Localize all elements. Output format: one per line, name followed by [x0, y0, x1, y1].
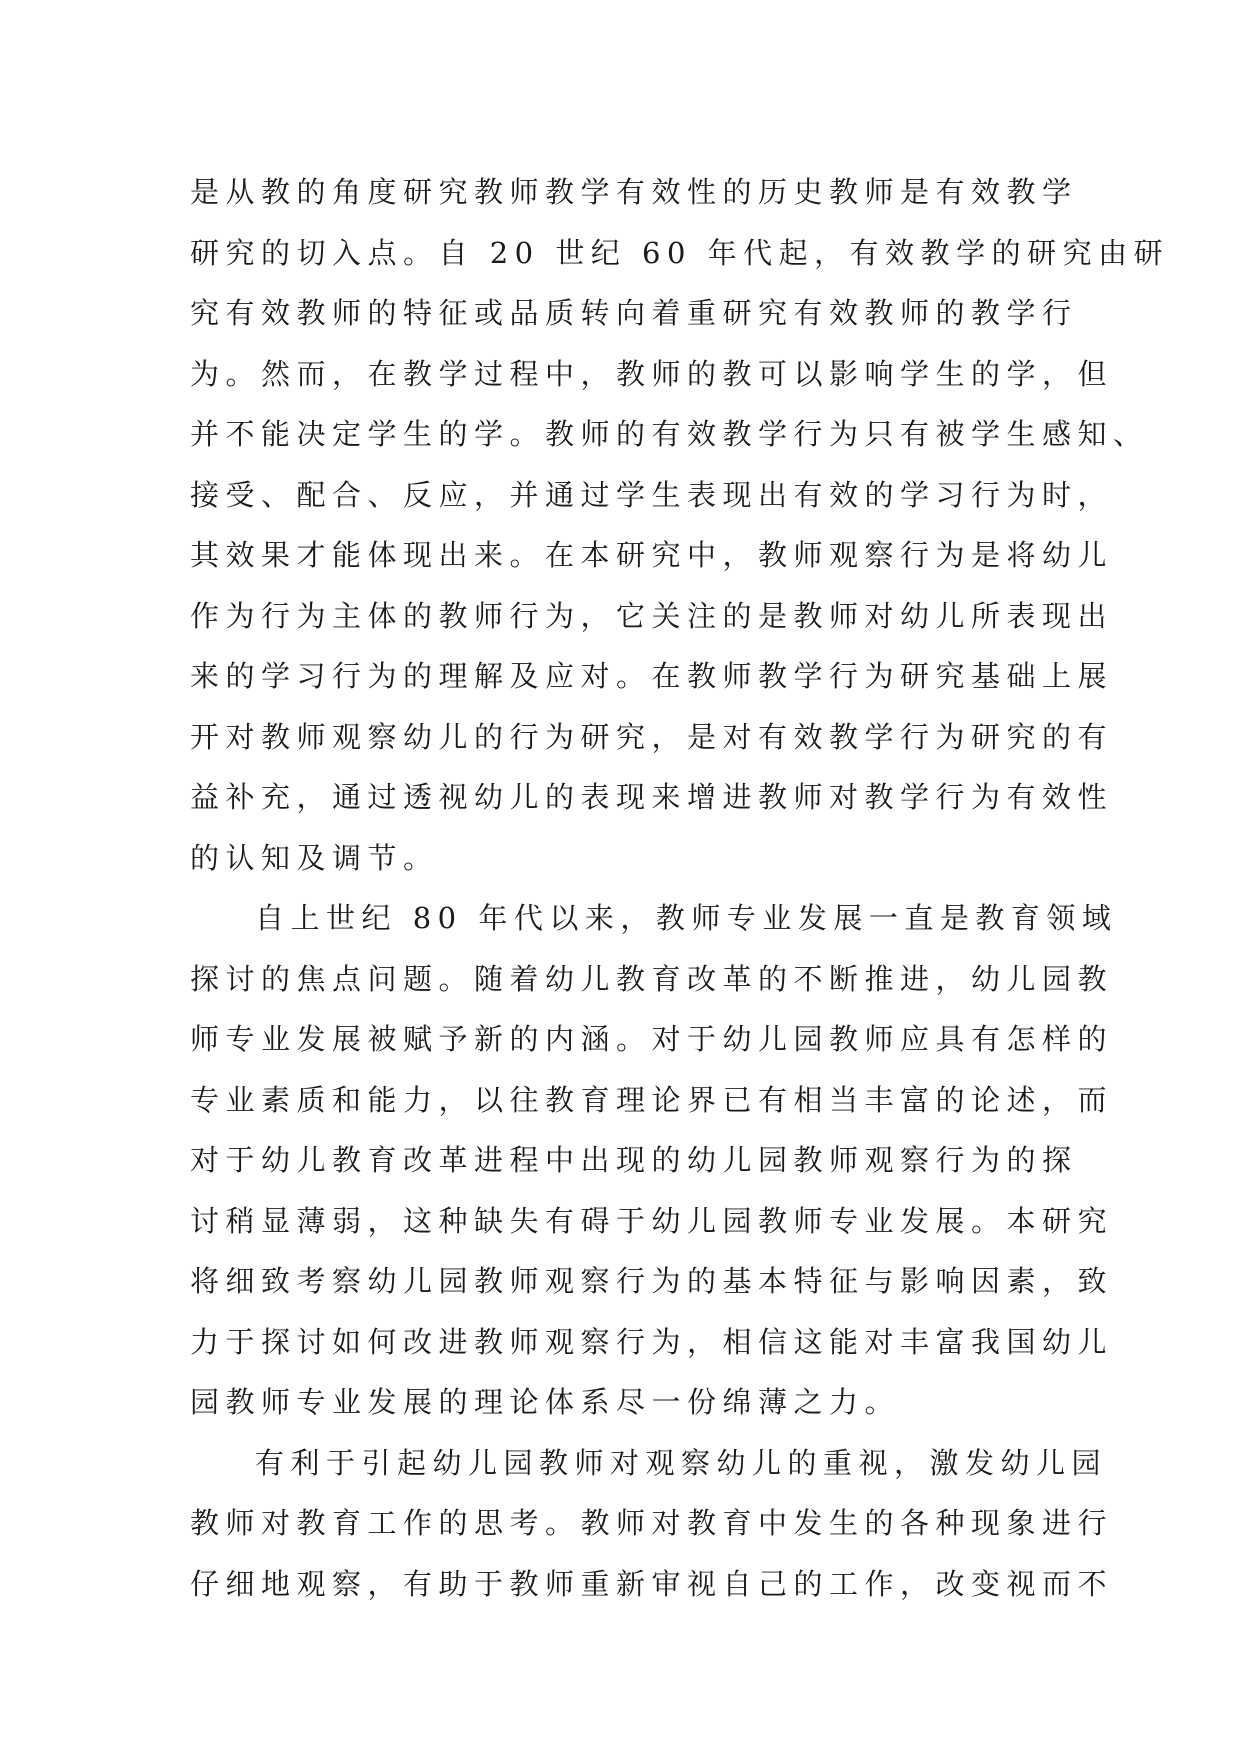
text-line: 专业素质和能力，以往教育理论界已有相当丰富的论述，而 [190, 1082, 1114, 1117]
text-line: 接受、配合、反应，并通过学生表现出有效的学习行为时， [190, 477, 1114, 512]
text-line: 有利于引起幼儿园教师对观察幼儿的重视，激发幼儿园 [255, 1445, 1108, 1480]
text-line: 自上世纪 80 年代以来，教师专业发展一直是教育领域 [255, 901, 1118, 935]
text-line: 益补充，通过透视幼儿的表现来增进教师对教学行为有效性 [190, 780, 1114, 814]
text-line: 来的学习行为的理解及应对。在教师教学行为研究基础上展 [190, 659, 1114, 693]
text-line: 力于探讨如何改进教师观察行为，相信这能对丰富我国幼儿 [190, 1324, 1114, 1359]
text-line: 作为行为主体的教师行为，它关注的是教师对幼儿所表现出 [190, 598, 1114, 633]
text-line: 师专业发展被赋予新的内涵。对于幼儿园教师应具有怎样的 [190, 1022, 1114, 1056]
text-line: 开对教师观察幼儿的行为研究，是对有效教学行为研究的有 [190, 719, 1114, 754]
text-line: 其效果才能体现出来。在本研究中，教师观察行为是将幼儿 [190, 538, 1114, 572]
text-line: 讨稍显薄弱，这种缺失有碍于幼儿园教师专业发展。本研究 [190, 1203, 1114, 1238]
text-line: 为。然而，在教学过程中，教师的教可以影响学生的学，但 [190, 356, 1114, 391]
text-line: 的认知及调节。 [190, 840, 439, 875]
text-line: 仔细地观察，有助于教师重新审视自己的工作，改变视而不 [190, 1566, 1114, 1601]
text-line: 将细致考察幼儿园教师观察行为的基本特征与影响因素，致 [190, 1264, 1114, 1298]
paragraph [190, 888, 1118, 1433]
paragraph [190, 162, 1170, 888]
paragraph [190, 1433, 1114, 1615]
text-line: 并不能决定学生的学。教师的有效教学行为只有被学生感知、 [190, 417, 1149, 451]
text-line: 探讨的焦点问题。随着幼儿教育改革的不断推进，幼儿园教 [190, 961, 1114, 996]
text-line: 研究的切入点。自 20 世纪 60 年代起，有效教学的研究由研 [190, 235, 1170, 270]
text-line: 是从教的角度研究教师教学有效性的历史教师是有效教学 [190, 175, 1078, 209]
text-line: 园教师专业发展的理论体系尽一份绵薄之力。 [190, 1385, 901, 1419]
document-body [190, 162, 1170, 1614]
text-line: 究有效教师的特征或品质转向着重研究有效教师的教学行 [190, 296, 1078, 330]
text-line: 教师对教育工作的思考。教师对教育中发生的各种现象进行 [190, 1506, 1114, 1540]
text-line: 对于幼儿教育改革进程中出现的幼儿园教师观察行为的探 [190, 1143, 1078, 1177]
